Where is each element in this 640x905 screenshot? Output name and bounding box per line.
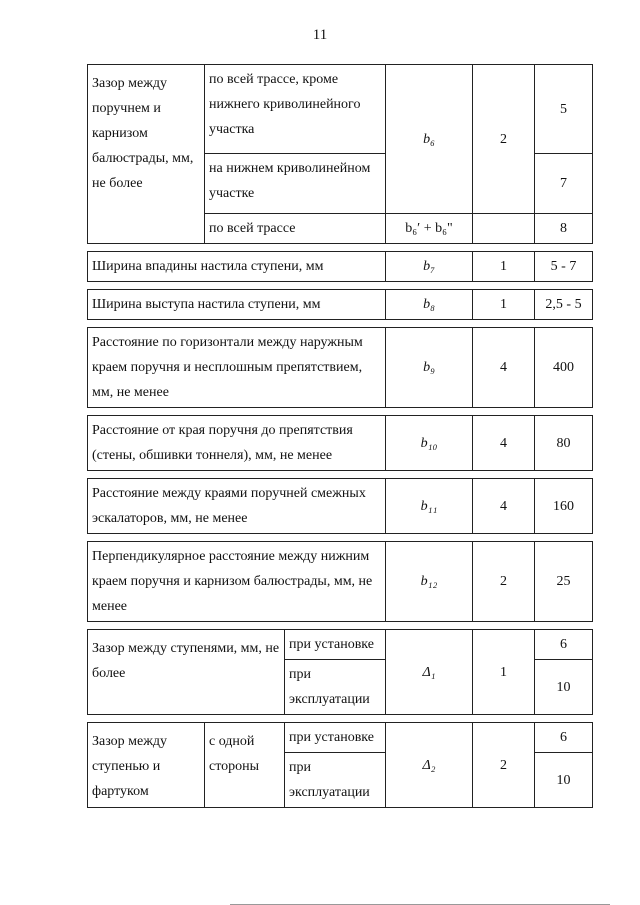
note-cell: 4: [473, 328, 535, 408]
symbol-cell: b₁₁: [386, 479, 473, 534]
value-cell: 7: [535, 154, 593, 214]
row-label: Зазор между ступенями, мм, не более: [88, 630, 285, 715]
row-gap: [88, 282, 593, 290]
condition-cell: на нижнем криволинейном участке: [205, 154, 386, 214]
symbol-cell: b₁₀: [386, 416, 473, 471]
row-gap: [88, 408, 593, 416]
page-number: 11: [312, 27, 328, 43]
table-row: [88, 65, 593, 154]
condition-cell: при установке: [285, 630, 386, 660]
note-cell: 1: [473, 290, 535, 320]
value-cell: 160: [535, 479, 593, 534]
row-label: Ширина выступа настила ступени, мм: [88, 290, 386, 320]
value-cell: 5: [535, 65, 593, 154]
value-cell: 10: [535, 753, 593, 808]
note-cell: 4: [473, 416, 535, 471]
condition-cell: при эксплуатации: [285, 753, 386, 808]
row-gap: [88, 622, 593, 630]
symbol-cell: b₉: [386, 328, 473, 408]
table-row: [88, 542, 593, 622]
row-label: Зазор между поручнем и карнизом балюстрады, мм, не более: [88, 65, 205, 244]
value-cell: 6: [535, 630, 593, 660]
row-gap: [88, 715, 593, 723]
value-cell: 400: [535, 328, 593, 408]
value-cell: 2,5 - 5: [535, 290, 593, 320]
note-cell: 4: [473, 479, 535, 534]
symbol-cell: b₆: [386, 65, 473, 214]
value-cell: 25: [535, 542, 593, 622]
note-cell: 1: [473, 630, 535, 715]
note-cell: 2: [473, 723, 535, 808]
row-gap: [88, 534, 593, 542]
value-cell: 10: [535, 660, 593, 715]
table-row: [88, 479, 593, 534]
table-row: [88, 723, 593, 753]
row-label: Зазор между ступенью и фартуком: [88, 723, 205, 808]
symbol-cell: b₆′ + b₆": [386, 214, 473, 244]
symbol-cell: Δ₁: [386, 630, 473, 715]
value-cell: 5 - 7: [535, 252, 593, 282]
row-gap: [88, 320, 593, 328]
symbol-cell: b₇: [386, 252, 473, 282]
symbol-cell: Δ₂: [386, 723, 473, 808]
note-cell: 2: [473, 542, 535, 622]
row-gap: [88, 244, 593, 252]
table-row: [88, 630, 593, 660]
row-label: Ширина впадины настила ступени, мм: [88, 252, 386, 282]
value-cell: 8: [535, 214, 593, 244]
table-row: [88, 328, 593, 408]
value-cell: 6: [535, 723, 593, 753]
condition-cell: по всей трассе: [205, 214, 386, 244]
condition-cell: при эксплуатации: [285, 660, 386, 715]
parameters-table: [87, 64, 593, 808]
note-cell: 1: [473, 252, 535, 282]
row-label: Расстояние от края поручня до препятствия (стены, обшивки тоннеля), мм, не менее: [88, 416, 386, 471]
row-label: Перпендикулярное расстояние между нижним краем поручня и карнизом балюстрады, мм, не менее: [88, 542, 386, 622]
table-row: [88, 290, 593, 320]
side-cell: с одной стороны: [205, 723, 285, 808]
symbol-cell: b₈: [386, 290, 473, 320]
row-gap: [88, 471, 593, 479]
table-row: [88, 252, 593, 282]
table-row: [88, 416, 593, 471]
row-label: Расстояние по горизонтали между наружным краем поручня и несплошным препятствием, мм, не менее: [88, 328, 386, 408]
note-cell: [473, 214, 535, 244]
value-cell: 80: [535, 416, 593, 471]
row-label: Расстояние между краями поручней смежных эскалаторов, мм, не менее: [88, 479, 386, 534]
note-cell: 2: [473, 65, 535, 214]
symbol-cell: b₁₂: [386, 542, 473, 622]
condition-cell: при установке: [285, 723, 386, 753]
condition-cell: по всей трассе, кроме нижнего криволинейного участка: [205, 65, 386, 154]
